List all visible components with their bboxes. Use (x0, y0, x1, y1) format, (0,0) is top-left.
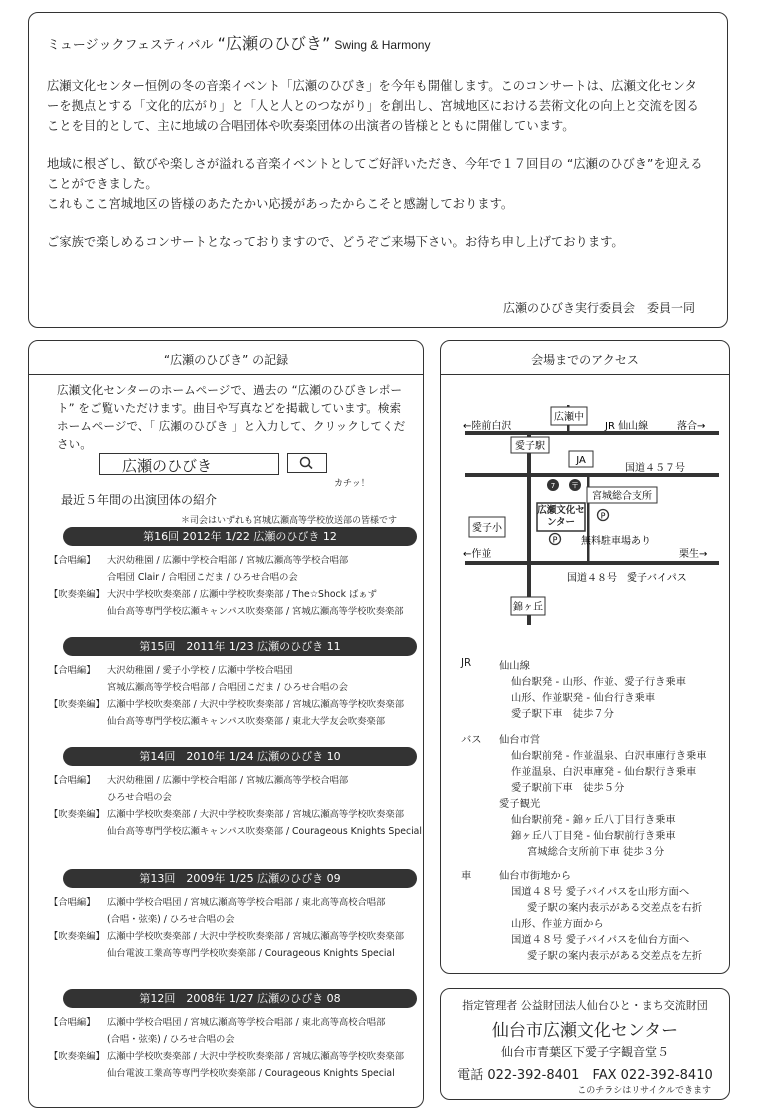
event-performers: 広瀬中学校吹奏楽部 / 大沢中学校吹奏楽部 / 宮城広瀬高等学校吹奏楽部 (107, 809, 404, 820)
event-row (49, 1049, 404, 1065)
event-performers: 大沢幼稚園 / 広瀬中学校合唱部 / 宮城広瀬高等学校合唱部 (107, 555, 349, 566)
records-lead: 広瀬文化センターのホームページで、過去の “広瀬のひびきレポート” をご覧いただけます。曲目や写真などを掲載しています。検索ホームページで、「 広瀬のひびき 」と入力して、クリックしてください。 (57, 383, 406, 451)
parking-label: 無料駐車場あり (581, 536, 651, 547)
search-button[interactable] (287, 453, 327, 473)
facility-address: 仙台市青葉区下愛子字観音堂５ (500, 1045, 669, 1059)
event-row (49, 1066, 395, 1082)
access-line: 山形、作並駅発 - 仙台行き乗車 (511, 692, 656, 704)
event-category: 【合唱編】 (49, 897, 96, 908)
event-row (49, 714, 385, 730)
event-title (47, 31, 709, 54)
miyagi-branch-label: 宮城総合支所 (592, 491, 652, 502)
event-row (49, 824, 422, 840)
event-performers: 宮城広瀬高等学校合唱部 / 合唱団こだま / ひろせ合唱の会 (107, 682, 348, 693)
access-line: 山形、作並方面から (511, 918, 604, 930)
search-input[interactable]: 広瀬のひびき (99, 453, 279, 475)
convenience-store-mark: 7 (550, 482, 556, 490)
manager-box (440, 988, 730, 1100)
post-office-mark: 〒 (571, 481, 579, 490)
access-line: 愛子駅前下車 徒歩５分 (511, 782, 625, 794)
title-english: Swing & Harmony (334, 38, 431, 52)
parking-mark: P (552, 535, 558, 545)
event-title-band: 第16回 2012年 1/22 広瀬のひびき 12 (63, 527, 417, 546)
event-performers: 仙台電波工業高等専門学校吹奏楽部 / Courageous Knights Special (107, 1068, 395, 1079)
event-performers: 広瀬中学校吹奏楽部 / 大沢中学校吹奏楽部 / 宮城広瀬高等学校吹奏楽部 (107, 931, 404, 942)
event-category: 【吹奏楽編】 (49, 809, 105, 820)
event-category: 【吹奏楽編】 (49, 1051, 105, 1062)
access-line: 仙山線 (499, 660, 530, 672)
event-row (49, 929, 404, 945)
event-row (49, 663, 292, 679)
event-performers: 仙台高等専門学校広瀬キャンパス吹奏楽部 / 東北大学友会吹奏楽部 (107, 716, 386, 727)
sakunami-label: ←作並 (463, 549, 492, 560)
parking-mark: P (600, 511, 606, 521)
title-main: “広瀬のひびき” (217, 34, 331, 53)
jr-line-label: JR 仙山線 (605, 421, 649, 432)
event-row (49, 553, 348, 569)
event-performers: ひろせ合唱の会 (107, 792, 172, 803)
access-line: 仙台駅前発 - 錦ヶ丘八丁目行き乗車 (511, 814, 676, 826)
access-box (440, 340, 730, 974)
route48-road (465, 561, 719, 565)
event-performers: 広瀬中学校合唱団 / 宮城広瀬高等学校合唱部 / 東北高等高校合唱部 (107, 1017, 386, 1028)
route457-label: 国道４５７号 (625, 463, 685, 474)
records-box (28, 340, 424, 1108)
event-row (49, 895, 385, 911)
access-mode-label: 車 (461, 870, 472, 882)
access-mode-label: バス (461, 734, 482, 746)
recycle-note: このチラシはリサイクルできます (577, 1086, 711, 1096)
access-line: 仙台駅発 - 山形、作並、愛子行き乗車 (511, 676, 687, 688)
ochiai-label: 落合→ (677, 421, 706, 432)
access-line: 錦ヶ丘八丁目発 - 仙台駅前行き乗車 (511, 830, 676, 842)
access-line: 仙台市街地から (499, 870, 572, 882)
event-performers: 合唱団 Clair / 合唱団こだま / ひろせ合唱の会 (107, 572, 298, 583)
center-label: 広瀬文化センター (537, 505, 585, 528)
route48-label: 国道４８号 愛子バイパス (567, 573, 687, 584)
event-performers: (合唱・弦楽) / ひろせ合唱の会 (107, 1034, 235, 1045)
event-title-band: 第14回 2010年 1/24 広瀬のひびき 10 (63, 747, 417, 766)
access-mode-label: JR (461, 657, 472, 669)
records-heading: “広瀬のひびき” の記録 (163, 353, 289, 367)
event-row (49, 946, 395, 962)
event-row (49, 912, 235, 928)
access-line: 国道４８号 愛子バイパスを山形方面へ (511, 886, 690, 898)
signature: 広瀬のひびき実行委員会 委員一同 (502, 301, 695, 315)
manager-org: 指定管理者 公益財団法人仙台ひと・まち交流財団 (462, 999, 708, 1012)
event-title-band: 第12回 2008年 1/27 広瀬のひびき 08 (63, 989, 417, 1008)
facility-phone: 電話 022-392-8401 FAX 022-392-8410 (457, 1068, 713, 1083)
event-row (49, 773, 348, 789)
event-row (49, 1032, 235, 1048)
intro-paragraph-2b: これもここ宮城地区の皆様のあたたかい応援があったからこそと感謝しております。 (47, 197, 514, 211)
access-line: 仙台市営 (499, 734, 541, 746)
event-row (49, 680, 348, 696)
event-performers: 大沢中学校吹奏楽部 / 広瀬中学校吹奏楽部 / The☆Shock ばぁず (107, 589, 377, 600)
event-row (49, 807, 404, 823)
event-performers: 広瀬中学校吹奏楽部 / 大沢中学校吹奏楽部 / 宮城広瀬高等学校吹奏楽部 (107, 1051, 404, 1062)
event-category: 【吹奏楽編】 (49, 589, 105, 600)
intro-paragraph-1: 広瀬文化センター恒例の冬の音楽イベント「広瀬のひびき」を今年も開催します。このコンサートは、広瀬文化センターを拠点とする「文化的広がり」と「人と人とのつながり」を創出し、宮城地区における芸術文化の向上と交流を図ることを目的として、主に地域の合唱団体や吹奏楽団体の出演者の皆様とともに開催しています。 (47, 79, 699, 133)
title-prefix: ミュージックフェスティバル (47, 38, 214, 53)
event-row (49, 697, 404, 713)
access-line: 愛子観光 (499, 798, 541, 810)
event-performers: 仙台電波工業高等専門学校吹奏楽部 / Courageous Knights Special (107, 948, 395, 959)
event-category: 【合唱編】 (49, 775, 96, 786)
intro-paragraph-2 (47, 154, 709, 214)
access-line: 愛子駅下車 徒歩７分 (511, 708, 614, 720)
event-category: 【吹奏楽編】 (49, 931, 105, 942)
event-performers: 大沢幼稚園 / 広瀬中学校合唱部 / 宮城広瀬高等学校合唱部 (107, 775, 349, 786)
intro-box (28, 12, 728, 328)
access-map (441, 389, 729, 655)
event-category: 【合唱編】 (49, 1017, 96, 1028)
event-performers: 仙台高等専門学校広瀬キャンパス吹奏楽部 / 宮城広瀬高等学校吹奏楽部 (107, 606, 404, 617)
event-category: 【合唱編】 (49, 665, 96, 676)
click-label: カチッ！ (334, 479, 370, 489)
past5-label: 最近５年間の出演団体の紹介 (61, 493, 218, 507)
intro-paragraph-2a: 地域に根ざし、歓びや楽しさが溢れる音楽イベントとしてご好評いただき、今年で１７回目の “広瀬のひびき”を迎えることができました。 (47, 157, 703, 191)
ja-label: JA (576, 455, 586, 466)
access-line: 愛子駅の案内表示がある交差点を左折 (527, 950, 703, 962)
access-heading: 会場までのアクセス (531, 353, 639, 367)
ayashi-es-label: 愛子小 (472, 523, 502, 534)
access-line: 宮城総合支所前下車 徒歩３分 (527, 846, 665, 858)
event-performers: 広瀬中学校合唱団 / 宮城広瀬高等学校合唱部 / 東北高等高校合唱部 (107, 897, 386, 908)
event-category: 【合唱編】 (49, 555, 96, 566)
event-title-band: 第15回 2011年 1/23 広瀬のひびき 11 (63, 637, 417, 656)
event-row (49, 570, 298, 586)
access-line: 国道４８号 愛子バイパスを仙台方面へ (511, 934, 690, 946)
intro-paragraph-3: ご家族で楽しめるコンサートとなっておりますので、どうぞご来場下さい。お待ち申し上げております。 (47, 235, 624, 249)
event-row (49, 1015, 385, 1031)
divider (29, 374, 423, 375)
event-row (49, 604, 404, 620)
hirose-jhs-label: 広瀬中 (554, 412, 584, 423)
access-line: 作並温泉、白沢車庫発 - 仙台駅行き乗車 (511, 766, 697, 778)
ayashi-station-label: 愛子駅 (515, 441, 545, 452)
mc-note: ＊司会はいずれも宮城広瀬高等学校放送部の皆様です (181, 516, 398, 526)
facility-name: 仙台市広瀬文化センター (491, 1021, 679, 1041)
rikuzen-label: ←陸前白沢 (463, 421, 512, 432)
event-performers: (合唱・弦楽) / ひろせ合唱の会 (107, 914, 235, 925)
kuriu-label: 栗生→ (679, 549, 708, 560)
event-row (49, 790, 172, 806)
search-icon (288, 454, 325, 471)
event-category: 【吹奏楽編】 (49, 699, 105, 710)
event-performers: 大沢幼稚園 / 愛子小学校 / 広瀬中学校合唱団 (107, 665, 293, 676)
divider (441, 374, 729, 375)
event-performers: 広瀬中学校吹奏楽部 / 大沢中学校吹奏楽部 / 宮城広瀬高等学校吹奏楽部 (107, 699, 404, 710)
event-row (49, 587, 377, 603)
access-line: 愛子駅の案内表示がある交差点を右折 (527, 902, 703, 914)
event-performers: 仙台高等専門学校広瀬キャンパス吹奏楽部 / Courageous Knights Special (107, 826, 422, 837)
access-line: 仙台駅前発 - 作並温泉、白沢車庫行き乗車 (511, 750, 707, 762)
event-title-band: 第13回 2009年 1/25 広瀬のひびき 09 (63, 869, 417, 888)
nishikigaoka-label: 錦ヶ丘 (513, 602, 543, 613)
